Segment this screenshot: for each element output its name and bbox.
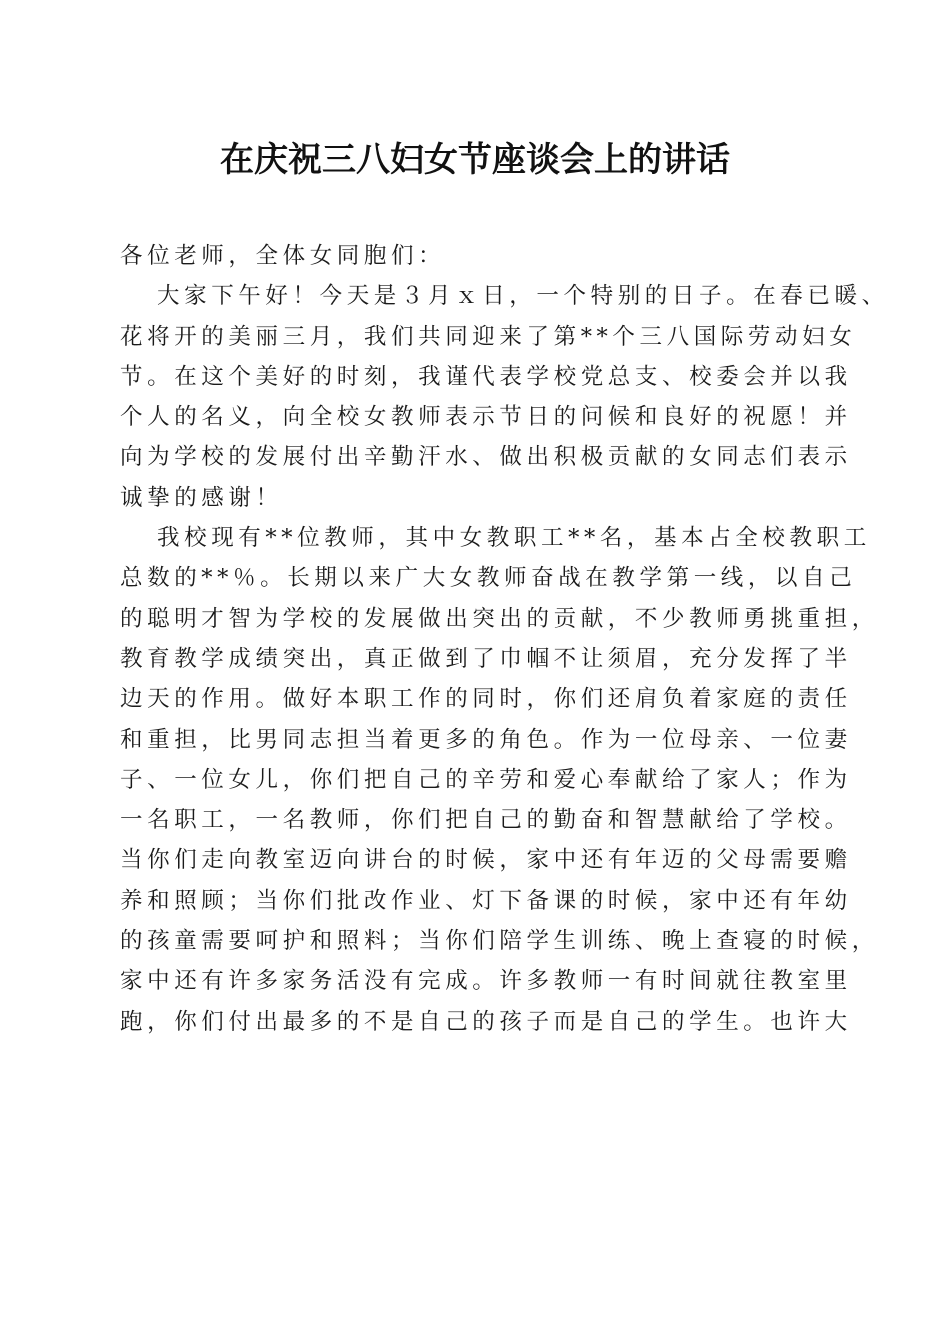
document-title: 在庆祝三八妇女节座谈会上的讲话 — [220, 140, 730, 180]
paragraph-line: 跑，你们付出最多的不是自己的孩子而是自己的学生。也许大 — [120, 1008, 852, 1035]
paragraph-line: 个人的名义，向全校女教师表示节日的问候和良好的祝愿！并 — [120, 404, 852, 431]
paragraph-line: 总数的**％。长期以来广大女教师奋战在教学第一线，以自己 — [120, 565, 857, 592]
paragraph-line: 边天的作用。做好本职工作的同时，你们还肩负着家庭的责任 — [120, 686, 852, 713]
paragraph-line: 家中还有许多家务活没有完成。许多教师一有时间就往教室里 — [120, 968, 852, 995]
paragraph-line: 节。在这个美好的时刻，我谨代表学校党总支、校委会并以我 — [120, 363, 852, 390]
paragraph-line: 子、一位女儿，你们把自己的辛劳和爱心奉献给了家人；作为 — [120, 766, 852, 793]
paragraph-line: 养和照顾；当你们批改作业、灯下备课的时候，家中还有年幼 — [120, 887, 852, 914]
paragraph-line: 当你们走向教室迈向讲台的时候，家中还有年迈的父母需要赡 — [120, 847, 852, 874]
salutation-line: 各位老师，全体女同胞们： — [120, 243, 446, 269]
document-body — [120, 236, 889, 1042]
paragraph-line: 我校现有**位教师，其中女教职工**名，基本占全校教职工 — [157, 525, 871, 552]
paragraph-line: 的孩童需要呵护和照料；当你们陪学生训练、晚上查寝的时候， — [120, 928, 879, 955]
paragraph-line: 和重担，比男同志担当着更多的角色。作为一位母亲、一位妻 — [120, 726, 852, 753]
paragraph-line: 的聪明才智为学校的发展做出突出的贡献，不少教师勇挑重担， — [120, 605, 879, 632]
paragraph-line: 向为学校的发展付出辛勤汗水、做出积极贡献的女同志们表示 — [120, 444, 852, 471]
paragraph-line: 一名职工，一名教师，你们把自己的勤奋和智慧献给了学校。 — [120, 807, 852, 834]
paragraph-line: 诚挚的感谢！ — [120, 484, 283, 511]
paragraph-line: 大家下午好！今天是３月ｘ日，一个特别的日子。在春已暖、 — [157, 283, 889, 310]
paragraph-line: 花将开的美丽三月，我们共同迎来了第**个三八国际劳动妇女 — [120, 323, 857, 350]
paragraph-line: 教育教学成绩突出，真正做到了巾帼不让须眉，充分发挥了半 — [120, 645, 852, 672]
